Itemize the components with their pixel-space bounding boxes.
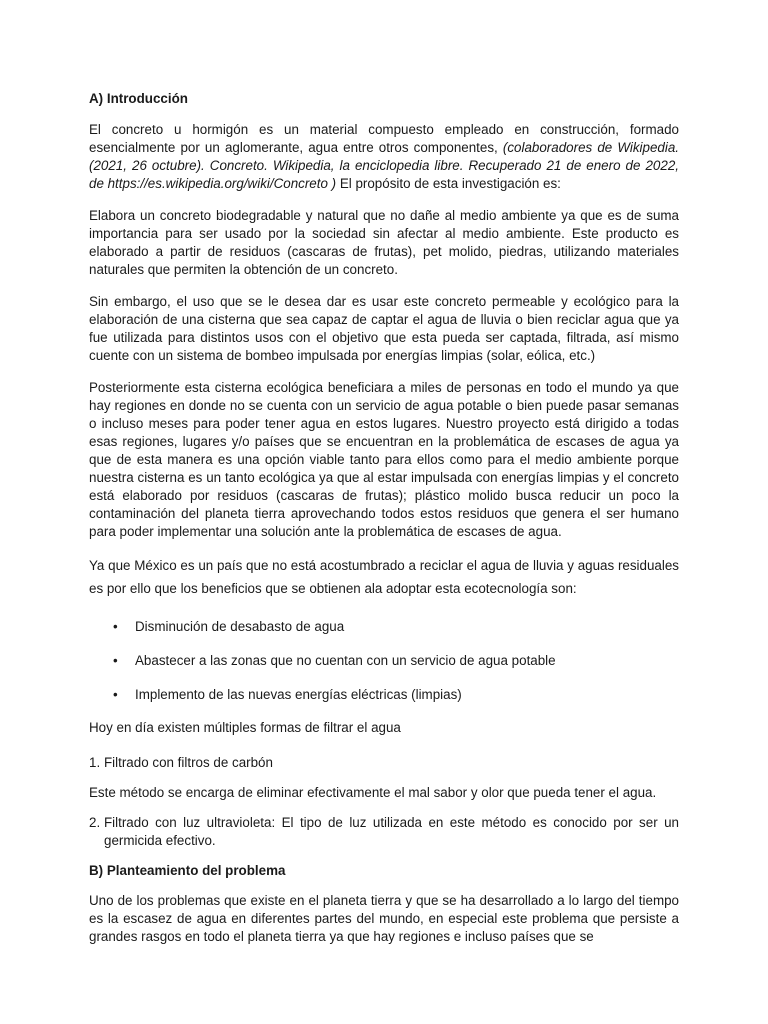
list-item: • Abastecer a las zonas que no cuentan con un servicio de agua potable	[89, 652, 679, 670]
paragraph-uno: Uno de los problemas que existe en el planeta tierra y que se ha desarrollado a lo largo del tiempo es la escasez de agua en diferentes partes del mundo, en especial este problema que persiste a grandes rasgos en todo el planeta tierra ya que hay regiones e incluso países que se	[89, 893, 679, 944]
paragraph-elabora: Elabora un concreto biodegradable y natural que no dañe al medio ambiente ya que es de suma importancia para ser usado por la sociedad sin afectar al medio ambiente. Este producto es elaborado a partir de residuos (cascaras de frutas), pet molido, piedras, utilizando materiales naturales que permiten la obtención de un concreto.	[89, 208, 679, 277]
paragraph-hoy: Hoy en día existen múltiples formas de filtrar el agua	[89, 720, 401, 735]
section-b-heading: B) Planteamiento del problema	[89, 863, 286, 878]
benefits-list	[89, 618, 679, 704]
intro-text: El concreto u hormigón es un material compuesto empleado en construcción, formado esencialmente por un aglomerante, agua entre otros componentes,	[89, 122, 679, 155]
item-text: Filtrado con filtros de carbón	[104, 755, 273, 770]
item-text: Filtrado con luz ultravioleta: El tipo de luz utilizada en este método es conocido por ser un germicida efectivo.	[104, 815, 679, 848]
numbered-item-1	[89, 754, 679, 772]
item-number: 1.	[89, 755, 101, 770]
paragraph-metodo: Este método se encarga de eliminar efectivamente el mal sabor y olor que pueda tener el agua.	[89, 785, 657, 800]
paragraph-sin-embargo: Sin embargo, el uso que se le desea dar es usar este concreto permeable y ecológico para la elaboración de una cisterna que sea capaz de captar el agua de lluvia o bien reciclar agua que ya fue utilizada para distintos usos con el objetivo que esta pueda ser captada, filtrada, así mismo cuente con un sistema de bombeo impulsada por energías limpias (solar, eólica, etc.)	[89, 294, 679, 363]
item-number: 2.	[89, 815, 101, 830]
paragraph-posteriormente: Posteriormente esta cisterna ecológica beneficiara a miles de personas en todo el mundo ya que hay regiones en donde no se cuenta con un servicio de agua potable o bien puede pasar semanas o incluso meses para poder tener agua en estos lugares. Nuestro proyecto está dirigido a todas esas regiones, lugares y/o países que se encuentran en la problemática de escases de agua ya que de esta manera es una opción viable tanto para ellos como para el medio ambiente porque nuestra cisterna es un tanto ecológica ya que al estar impulsada con energías limpias y el concreto está elaborado por residuos (cascaras de frutas); plástico molido busca reducir un poco la contaminación del planeta tierra aprovechando todos estos residuos que genera el ser humano para poder implementar una solución ante la problemática de escases de agua.	[89, 380, 679, 539]
list-item: • Disminución de desabasto de agua	[89, 618, 679, 636]
intro-tail: El propósito de esta investigación es:	[336, 176, 561, 191]
list-item: • Implemento de las nuevas energías eléctricas (limpias)	[89, 686, 679, 704]
intro-citation: (colaboradores de Wikipedia. (2021, 26 octubre). Concreto. Wikipedia, la enciclopedia libre. Recuperado 21 de enero de 2022, de https://es.wikipedia.org/wiki/Concreto )	[89, 140, 679, 191]
section-a-heading: A) Introducción	[89, 91, 188, 106]
numbered-item-2	[89, 814, 679, 850]
paragraph-mexico: Ya que México es un país que no está acostumbrado a reciclar el agua de lluvia y aguas residuales es por ello que los beneficios que se obtienen ala adoptar esta ecotecnología son:	[89, 558, 679, 596]
intro-paragraph	[89, 121, 679, 193]
